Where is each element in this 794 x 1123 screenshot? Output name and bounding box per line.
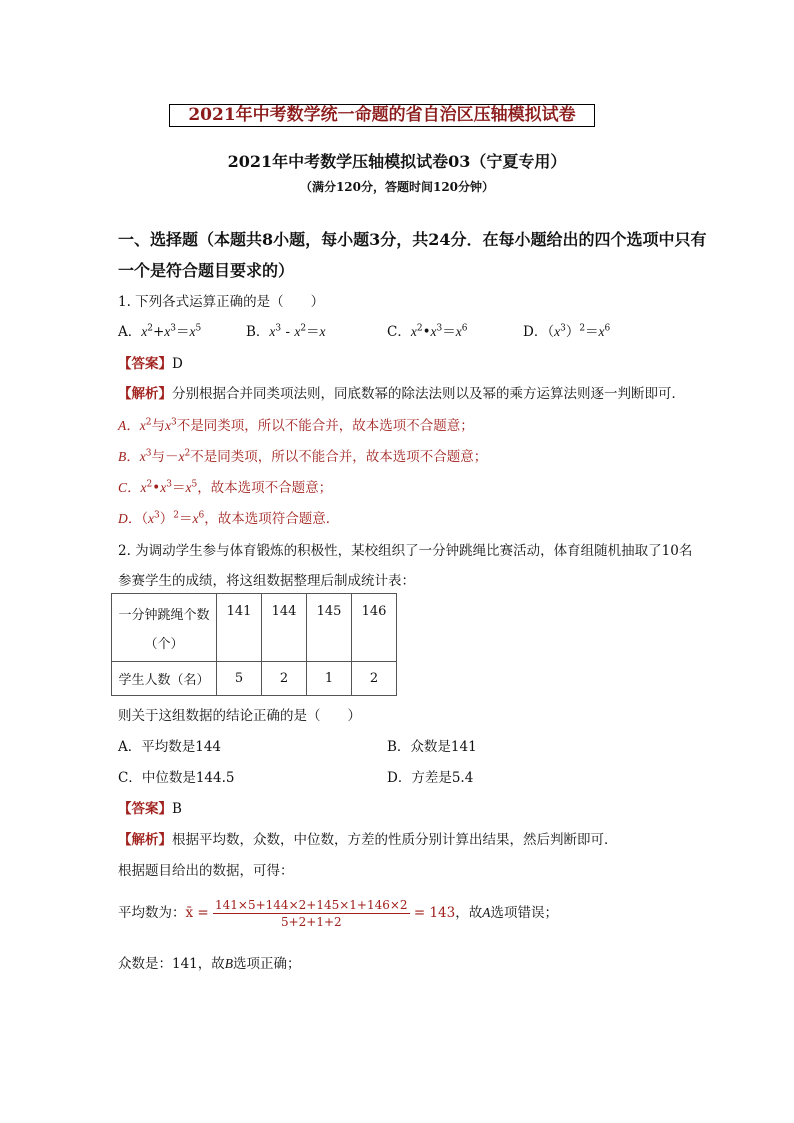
q2-option-b: B．众数是141 bbox=[387, 739, 477, 755]
q1-option-b: B．$x^3 - x^2=x$ bbox=[246, 323, 326, 340]
mean-fraction: $\frac{141\times 5+144\times 2+145\times 1+146\times 2}{5+2+1+2}$ bbox=[215, 898, 408, 929]
q2-mode-line: 众数是：141，故B选项正确； bbox=[118, 956, 301, 972]
paper-title: 2021年中考数学压轴模拟试卷03（宁夏专用） bbox=[227, 152, 567, 171]
table-cell: 1 bbox=[307, 662, 352, 696]
q2-stem-line1: 2. 为调动学生参与体育锻炼的积极性，某校组织了一分钟跳绳比赛活动，体育组随机抽取了10名 bbox=[118, 543, 693, 559]
q2-analysis: 【解析】根据平均数，众数，中位数，方差的性质分别计算出结果，然后判断即可． bbox=[118, 832, 618, 848]
table-cell: 145 bbox=[307, 594, 352, 662]
table-row-header: 学生人数（名） bbox=[112, 662, 217, 696]
q1-analysis-c: C．$x^2•x^3=x^5$，故本选项不合题意； bbox=[118, 479, 333, 496]
q1-option-d: D．$(x^3)^2=x^6$ bbox=[523, 323, 611, 340]
table-cell: 2 bbox=[262, 662, 307, 696]
q2-option-a: A．平均数是144 bbox=[118, 739, 222, 755]
table-row bbox=[112, 594, 397, 662]
q1-analysis-b: B．$x^3$与$-x^2$不是同类项，所以不能合并，故本选项不合题意； bbox=[118, 448, 488, 465]
table-cell: 144 bbox=[262, 594, 307, 662]
table-row-header: 一分钟跳绳个数 （个） bbox=[112, 594, 217, 662]
q2-stats-table bbox=[111, 593, 397, 696]
q1-option-a: A．$x^2+x^3=x^5$ bbox=[118, 323, 202, 340]
q1-analysis-a: A．$x^2$与$x^3$不是同类项，所以不能合并，故本选项不合题意； bbox=[118, 417, 474, 434]
section-heading-line2: 一个是符合题目要求的） bbox=[118, 261, 295, 280]
q1-analysis: 【解析】分别根据合并同类项法则，同底数幂的除法法则以及幂的乘方运算法则逐一判断即可． bbox=[118, 386, 685, 402]
q2-mean-calc: 平均数为：x̄ = $\frac{141\times 5+144\times 2+145\times 1+146\times 2}{5+2+1+2}$ = 143，故A选项错误； bbox=[118, 898, 558, 929]
q2-option-c: C．中位数是144.5 bbox=[118, 770, 235, 786]
table-cell: 141 bbox=[217, 594, 262, 662]
section-heading-line1: 一、选择题（本题共8小题，每小题3分，共24分．在每小题给出的四个选项中只有 bbox=[118, 230, 707, 249]
q2-given: 根据题目给出的数据，可得： bbox=[118, 863, 294, 879]
table-row bbox=[112, 662, 397, 696]
q2-question: 则关于这组数据的结论正确的是（ ） bbox=[118, 708, 361, 724]
q2-stem-line2: 参赛学生的成绩，将这组数据整理后制成统计表： bbox=[118, 573, 415, 589]
table-cell: 146 bbox=[352, 594, 397, 662]
table-cell: 5 bbox=[217, 662, 262, 696]
paper-subtitle: （满分120分，答题时间120分钟） bbox=[299, 180, 495, 194]
table-cell: 2 bbox=[352, 662, 397, 696]
exam-series-banner: 2021年中考数学统一命题的省自治区压轴模拟试卷 bbox=[169, 104, 595, 127]
q2-option-d: D．方差是5.4 bbox=[387, 770, 474, 786]
q2-answer: 【答案】B bbox=[118, 801, 182, 817]
q1-answer: 【答案】D bbox=[118, 356, 183, 372]
q1-analysis-d: D．$(x^3)^2=x^6$，故本选项符合题意． bbox=[118, 510, 340, 527]
q1-option-c: C．$x^2•x^3=x^6$ bbox=[387, 323, 468, 340]
q1-stem: 1. 下列各式运算正确的是（ ） bbox=[118, 294, 325, 310]
